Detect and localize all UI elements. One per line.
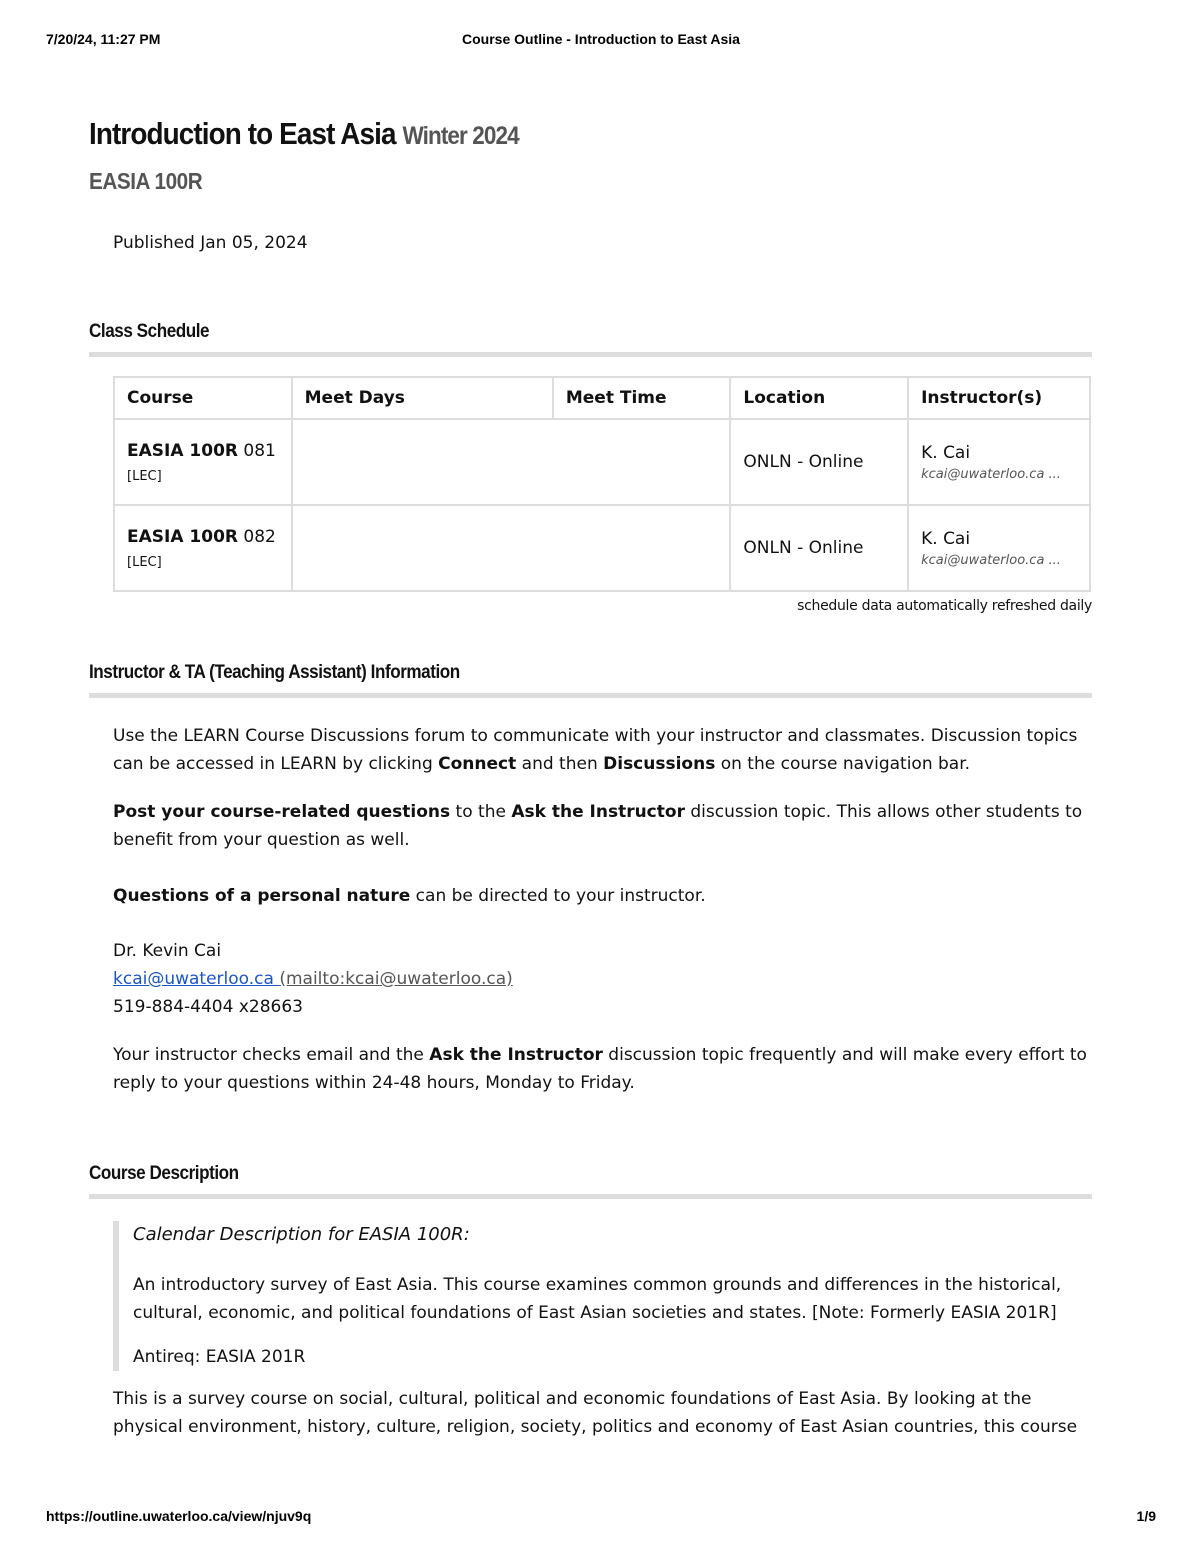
personal-questions-paragraph: Questions of a personal nature can be directed to your instructor. [113, 886, 706, 906]
antirequisite: Antireq: EASIA 201R [133, 1347, 306, 1367]
instructor-email: kcai@uwaterloo.ca ... [921, 466, 1061, 482]
instructor-contact [113, 937, 1092, 1021]
instructor-full-name: Dr. Kevin Cai [113, 941, 222, 961]
course-term: Winter 2024 [402, 122, 519, 150]
mailto-link[interactable]: (mailto:kcai@uwaterloo.ca) [279, 969, 513, 989]
response-time-paragraph: Your instructor checks email and the Ask the Instructor discussion topic frequently and will make every effort to reply to your questions within 24-48 hours, Monday to Friday. [113, 1045, 1087, 1093]
course-description-body: This is a survey course on social, cultural, political and economic foundations of East Asia. By looking at the physical environment, history, culture, religion, society, politics and economy of East Asian countries, this course [113, 1389, 1078, 1437]
table-row [114, 505, 1090, 591]
instructor-email-link[interactable]: kcai@uwaterloo.ca [113, 969, 280, 989]
location-cell: ONLN - Online [730, 505, 908, 591]
schedule-footnote: schedule data automatically refreshed daily [797, 598, 1092, 614]
print-header [46, 31, 1156, 51]
section-number: 082 [243, 526, 276, 547]
column-header-course: Course [114, 377, 292, 419]
instructor-cell [908, 419, 1090, 505]
instructor-phone: 519-884-4404 x28663 [113, 997, 303, 1017]
course-outline [89, 112, 1092, 1441]
section-type: [LEC] [127, 468, 162, 484]
instructor-ta-heading: Instructor & TA (Teaching Assistant) Information [89, 662, 1092, 698]
print-url: https://outline.uwaterloo.ca/view/njuv9q [46, 1508, 312, 1524]
column-header-meet-days: Meet Days [292, 377, 553, 419]
column-header-location: Location [730, 377, 908, 419]
course-cell [114, 505, 292, 591]
course-title: Introduction to East Asia [89, 116, 396, 151]
table-header-row [114, 377, 1090, 419]
calendar-description-text: An introductory survey of East Asia. This course examines common grounds and differences in the historical, cultural, economic, and political foundations of East Asian societies and states. [Note: Formerly EASIA 201R] [133, 1275, 1062, 1323]
column-header-instructors: Instructor(s) [908, 377, 1090, 419]
location-cell: ONLN - Online [730, 419, 908, 505]
meet-days-cell [292, 505, 731, 591]
questions-paragraph: Post your course-related questions to the Ask the Instructor discussion topic. This allows other students to benefit from your question as well. [113, 802, 1083, 850]
column-header-meet-time: Meet Time [553, 377, 731, 419]
table-row [114, 419, 1090, 505]
print-footer [46, 1508, 1156, 1528]
instructor-cell [908, 505, 1090, 591]
print-doc-title: Course Outline - Introduction to East Asia [462, 31, 740, 47]
course-description-heading: Course Description [89, 1163, 1092, 1199]
course-code-cell: EASIA 100R [127, 440, 238, 461]
instructor-name: K. Cai [921, 528, 971, 549]
course-code: EASIA 100R [89, 168, 203, 194]
page-number: 1/9 [1136, 1508, 1156, 1524]
section-type: [LEC] [127, 554, 162, 570]
calendar-description-title: Calendar Description for EASIA 100R: [133, 1224, 470, 1245]
course-cell [114, 419, 292, 505]
section-number: 081 [243, 440, 276, 461]
course-code-cell: EASIA 100R [127, 526, 238, 547]
published-date: Published Jan 05, 2024 [113, 233, 308, 253]
discussions-paragraph: Use the LEARN Course Discussions forum to communicate with your instructor and classmates. Discussion topics can be accessed in LEARN by clicking Connect and then Discussions on the course navigation bar. [113, 726, 1078, 774]
class-schedule-heading: Class Schedule [89, 321, 1092, 357]
print-datetime: 7/20/24, 11:27 PM [46, 31, 161, 47]
schedule-table [113, 376, 1091, 592]
instructor-name: K. Cai [921, 442, 971, 463]
calendar-description-block [113, 1221, 1092, 1371]
page-title [89, 112, 992, 158]
meet-days-cell [292, 419, 731, 505]
instructor-email: kcai@uwaterloo.ca ... [921, 552, 1061, 568]
